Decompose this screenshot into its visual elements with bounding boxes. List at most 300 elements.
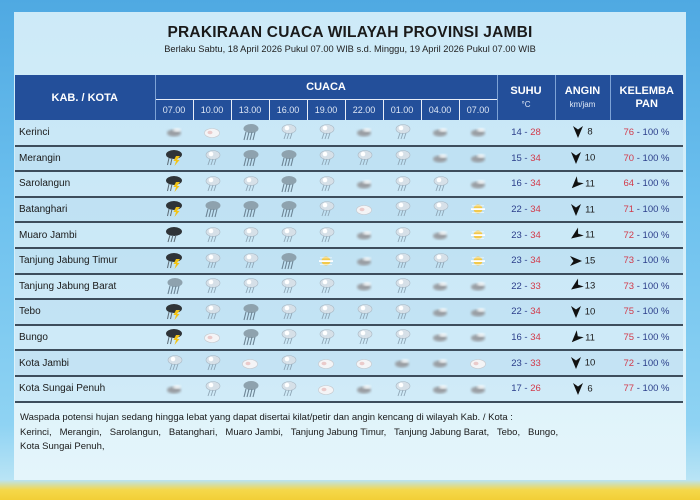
- wind-direction-icon: [570, 152, 582, 164]
- weather-cell: [383, 146, 421, 172]
- temperature-range: 22 - 33: [497, 274, 555, 300]
- weather-cell: [193, 299, 231, 325]
- weather-cell: [421, 299, 459, 325]
- haze-icon: [353, 226, 375, 244]
- heavy-rain-icon: [201, 200, 223, 218]
- cloudy-icon: [201, 328, 223, 346]
- sun-haze-icon: [467, 252, 489, 270]
- weather-cell: [307, 197, 345, 223]
- light-rain-icon: [239, 252, 261, 270]
- region-name: Kerinci: [15, 120, 155, 146]
- light-rain-icon: [315, 175, 337, 193]
- wind-info: [555, 350, 610, 376]
- weather-cell: [269, 325, 307, 351]
- weather-cell: [421, 350, 459, 376]
- wind-direction-icon: [568, 329, 585, 346]
- wind-info: [555, 171, 610, 197]
- humidity-range: 75 - 100 %: [610, 299, 683, 325]
- wind-info: [555, 120, 610, 146]
- light-rain-icon: [429, 175, 451, 193]
- weather-cell: [155, 120, 193, 146]
- humidity-range: 77 - 100 %: [610, 376, 683, 402]
- sun-haze-icon: [467, 200, 489, 218]
- weather-cell: [269, 299, 307, 325]
- humidity-min: 72: [623, 357, 635, 369]
- weather-cell: [421, 274, 459, 300]
- humidity-max: 100 %: [642, 280, 670, 292]
- weather-cell: [231, 376, 269, 402]
- temp-min: 22: [511, 204, 522, 216]
- heavy-rain-icon: [277, 252, 299, 270]
- light-rain-icon: [277, 354, 299, 372]
- weather-cell: [307, 171, 345, 197]
- humidity-range: 71 - 100 %: [610, 197, 683, 223]
- weather-cell: [345, 120, 383, 146]
- time-slot-header: 22.00: [345, 99, 383, 120]
- humidity-min: 73: [623, 280, 635, 292]
- weather-cell: [269, 274, 307, 300]
- weather-cell: [459, 274, 497, 300]
- time-slot-header: 04.00: [421, 99, 459, 120]
- weather-cell: [155, 376, 193, 402]
- weather-cell: [269, 222, 307, 248]
- weather-cell: [193, 325, 231, 351]
- warning-text: Waspada potensi hujan sedang hingga lebat yang dapat disertai kilat/petir dan angin kencang di wilayah Kab. / Kota :: [20, 412, 513, 423]
- light-rain-icon: [353, 303, 375, 321]
- wind-direction-icon: [570, 306, 582, 318]
- forecast-rows: [15, 120, 683, 402]
- heavy-rain-icon: [277, 200, 299, 218]
- temperature-range: 16 - 34: [497, 325, 555, 351]
- weather-cell: [155, 146, 193, 172]
- haze-icon: [353, 123, 375, 141]
- weather-cell: [459, 248, 497, 274]
- weather-cell: [193, 376, 231, 402]
- weather-cell: [155, 350, 193, 376]
- light-rain-icon: [277, 226, 299, 244]
- light-rain-icon: [239, 277, 261, 295]
- time-slot-header: 19.00: [307, 99, 345, 120]
- light-rain-icon: [391, 380, 413, 398]
- weather-cell: [155, 248, 193, 274]
- wind-info: [555, 197, 610, 223]
- light-rain-icon: [391, 175, 413, 193]
- weather-cell: [231, 299, 269, 325]
- cloudy-icon: [353, 354, 375, 372]
- weather-cell: [231, 120, 269, 146]
- humidity-range: 75 - 100 %: [610, 325, 683, 351]
- wind-info: [555, 299, 610, 325]
- temperature-range: 17 - 26: [497, 376, 555, 402]
- thunderstorm-icon: [163, 149, 185, 167]
- region-name: Sarolangun: [15, 171, 155, 197]
- light-rain-icon: [277, 123, 299, 141]
- weather-cell: [383, 376, 421, 402]
- light-rain-icon: [201, 149, 223, 167]
- humidity-max: 100 %: [642, 152, 670, 164]
- weather-cell: [269, 350, 307, 376]
- region-name: Tebo: [15, 299, 155, 325]
- wind-speed: 10: [584, 152, 596, 164]
- temperature-range: 23 - 34: [497, 248, 555, 274]
- light-rain-icon: [315, 277, 337, 295]
- col-header-humidity: KELEMBA PAN: [610, 75, 683, 120]
- humidity-min: 75: [623, 332, 635, 344]
- weather-cell: [345, 146, 383, 172]
- wind-speed: 10: [584, 306, 596, 318]
- weather-cell: [345, 222, 383, 248]
- weather-cell: [345, 350, 383, 376]
- weather-cell: [155, 197, 193, 223]
- region-name: Kota Jambi: [15, 350, 155, 376]
- weather-cell: [231, 146, 269, 172]
- wind-speed: 10: [584, 357, 596, 369]
- weather-cell: [155, 171, 193, 197]
- haze-icon: [467, 380, 489, 398]
- heavy-rain-icon: [239, 328, 261, 346]
- humidity-max: 100 %: [642, 357, 670, 369]
- weather-cell: [269, 146, 307, 172]
- light-rain-icon: [163, 354, 185, 372]
- haze-icon: [467, 277, 489, 295]
- weather-cell: [231, 171, 269, 197]
- weather-cell: [459, 299, 497, 325]
- haze-icon: [429, 149, 451, 167]
- thunderstorm-icon: [163, 252, 185, 270]
- weather-cell: [269, 171, 307, 197]
- weather-cell: [193, 171, 231, 197]
- temperature-range: 23 - 33: [497, 350, 555, 376]
- wind-direction-icon: [570, 204, 582, 216]
- weather-cell: [421, 120, 459, 146]
- heavy-rain-icon: [239, 123, 261, 141]
- time-slot-header: 01.00: [383, 99, 421, 120]
- light-rain-icon: [315, 200, 337, 218]
- heavy-rain-icon: [163, 277, 185, 295]
- temperature-range: 22 - 34: [497, 299, 555, 325]
- region-name: Kota Sungai Penuh: [15, 376, 155, 402]
- forecast-table: [15, 75, 683, 403]
- humidity-max: 100 %: [642, 178, 670, 190]
- humidity-max: 100 %: [642, 229, 670, 241]
- region-name: Batanghari: [15, 197, 155, 223]
- weather-cell: [231, 325, 269, 351]
- light-rain-icon: [201, 380, 223, 398]
- temp-min: 14: [511, 126, 522, 138]
- weather-cell: [459, 325, 497, 351]
- haze-icon: [467, 123, 489, 141]
- light-rain-icon: [277, 380, 299, 398]
- table-row: [15, 350, 683, 376]
- light-rain-icon: [277, 303, 299, 321]
- temp-max: 26: [530, 383, 541, 395]
- haze-icon: [353, 252, 375, 270]
- light-rain-icon: [201, 226, 223, 244]
- weather-cell: [421, 197, 459, 223]
- time-slot-header: 16.00: [269, 99, 307, 120]
- weather-cell: [193, 120, 231, 146]
- time-slot-header: 07.00: [155, 99, 193, 120]
- light-rain-icon: [277, 328, 299, 346]
- wind-direction-icon: [570, 357, 582, 369]
- temp-min: 23: [511, 229, 522, 241]
- wind-speed: 11: [585, 332, 595, 344]
- weather-cell: [459, 222, 497, 248]
- cloudy-icon: [353, 200, 375, 218]
- humidity-max: 100 %: [642, 332, 670, 344]
- weather-cell: [421, 248, 459, 274]
- haze-icon: [429, 354, 451, 372]
- light-rain-icon: [277, 277, 299, 295]
- light-rain-icon: [239, 175, 261, 193]
- wind-speed: 8: [587, 126, 593, 138]
- haze-icon: [353, 380, 375, 398]
- haze-icon: [353, 175, 375, 193]
- wind-info: [555, 376, 610, 402]
- haze-icon: [429, 123, 451, 141]
- thunderstorm-icon: [163, 303, 185, 321]
- humidity-min: 77: [623, 383, 635, 395]
- weather-cell: [421, 222, 459, 248]
- haze-icon: [467, 175, 489, 193]
- weather-cell: [193, 146, 231, 172]
- temp-max: 28: [530, 126, 541, 138]
- haze-icon: [353, 277, 375, 295]
- humidity-min: 71: [623, 204, 635, 216]
- wind-info: [555, 274, 610, 300]
- haze-icon: [163, 380, 185, 398]
- temp-min: 16: [511, 178, 522, 190]
- heavy-rain-icon: [239, 380, 261, 398]
- weather-cell: [193, 248, 231, 274]
- heavy-rain-icon: [239, 149, 261, 167]
- cloudy-icon: [315, 380, 337, 398]
- humidity-min: 73: [623, 255, 635, 267]
- temperature-range: 23 - 34: [497, 222, 555, 248]
- weather-cell: [345, 325, 383, 351]
- light-rain-icon: [391, 328, 413, 346]
- light-rain-icon: [315, 123, 337, 141]
- weather-cell: [383, 248, 421, 274]
- page-title: PRAKIRAAN CUACA WILAYAH PROVINSI JAMBI: [167, 24, 533, 41]
- weather-cell: [383, 120, 421, 146]
- weather-cell: [307, 120, 345, 146]
- temperature-unit: °C: [521, 99, 531, 109]
- light-rain-icon: [391, 277, 413, 295]
- haze-icon: [429, 226, 451, 244]
- thunderstorm-icon: [163, 175, 185, 193]
- col-header-region: KAB. / KOTA: [15, 75, 155, 120]
- region-name: Tanjung Jabung Timur: [15, 248, 155, 274]
- weather-cell: [345, 274, 383, 300]
- haze-icon: [467, 149, 489, 167]
- light-rain-icon: [391, 123, 413, 141]
- weather-cell: [307, 350, 345, 376]
- time-slot-header: 07.00: [459, 99, 497, 120]
- sun-haze-icon: [467, 226, 489, 244]
- weather-cell: [345, 376, 383, 402]
- temp-max: 34: [530, 332, 541, 344]
- thunderstorm-icon: [163, 200, 185, 218]
- weather-cell: [383, 325, 421, 351]
- cloudy-icon: [239, 354, 261, 372]
- humidity-max: 100 %: [642, 126, 670, 138]
- weather-cell: [307, 299, 345, 325]
- weather-cell: [231, 197, 269, 223]
- wind-info: [555, 222, 610, 248]
- table-row: [15, 197, 683, 223]
- weather-cell: [421, 146, 459, 172]
- weather-cell: [383, 274, 421, 300]
- temp-min: 15: [511, 152, 522, 164]
- haze-icon: [163, 123, 185, 141]
- weather-warning: [20, 411, 680, 455]
- cloudy-icon: [467, 354, 489, 372]
- light-rain-icon: [391, 200, 413, 218]
- weather-cell: [231, 248, 269, 274]
- thunderstorm-icon: [163, 328, 185, 346]
- weather-cell: [307, 376, 345, 402]
- haze-icon: [467, 328, 489, 346]
- weather-cell: [459, 120, 497, 146]
- light-rain-icon: [391, 226, 413, 244]
- light-rain-icon: [201, 252, 223, 270]
- temp-min: 22: [511, 306, 522, 318]
- temperature-range: 22 - 34: [497, 197, 555, 223]
- temp-max: 34: [530, 204, 541, 216]
- light-rain-icon: [315, 328, 337, 346]
- table-row: [15, 146, 683, 172]
- haze-icon: [429, 380, 451, 398]
- temp-max: 34: [530, 152, 541, 164]
- temp-max: 34: [530, 229, 541, 241]
- temp-min: 17: [511, 383, 522, 395]
- table-row: [15, 274, 683, 300]
- weather-cell: [459, 350, 497, 376]
- weather-cell: [421, 376, 459, 402]
- weather-cell: [459, 146, 497, 172]
- wind-info: [555, 325, 610, 351]
- weather-cell: [155, 299, 193, 325]
- weather-cell: [231, 222, 269, 248]
- table-row: [15, 171, 683, 197]
- validity-subtitle: Berlaku Sabtu, 18 April 2026 Pukul 07.00 WIB s.d. Minggu, 19 April 2026 Pukul 07.00 WIB: [164, 44, 536, 54]
- warning-regions: Kerinci, Merangin, Sarolangun, Batanghari, Muaro Jambi, Tanjung Jabung Timur, Tanjung Jabung Barat, Tebo, Bungo,: [20, 426, 559, 438]
- wind-direction-icon: [568, 175, 585, 192]
- humidity-max: 100 %: [642, 306, 670, 318]
- light-rain-icon: [201, 303, 223, 321]
- light-rain-icon: [353, 149, 375, 167]
- sun-haze-icon: [315, 252, 337, 270]
- weather-cell: [345, 248, 383, 274]
- weather-cell: [307, 248, 345, 274]
- weather-cell: [307, 146, 345, 172]
- weather-cell: [383, 197, 421, 223]
- table-row: [15, 299, 683, 325]
- light-rain-icon: [429, 200, 451, 218]
- haze-icon: [391, 354, 413, 372]
- temp-min: 23: [511, 255, 522, 267]
- weather-cell: [345, 299, 383, 325]
- table-row: [15, 120, 683, 146]
- heavy-rain-icon: [277, 175, 299, 193]
- weather-cell: [383, 222, 421, 248]
- weather-cell: [421, 171, 459, 197]
- wind-direction-icon: [572, 383, 584, 395]
- haze-icon: [429, 303, 451, 321]
- humidity-min: 75: [623, 306, 635, 318]
- weather-cell: [269, 376, 307, 402]
- light-rain-icon: [201, 354, 223, 372]
- light-rain-icon: [315, 149, 337, 167]
- light-rain-icon: [391, 149, 413, 167]
- wind-info: [555, 146, 610, 172]
- weather-cell: [193, 222, 231, 248]
- table-row: [15, 222, 683, 248]
- wind-direction-icon: [568, 227, 585, 244]
- weather-cell: [231, 274, 269, 300]
- col-header-wind: ANGIN km/jam: [555, 75, 610, 120]
- col-header-weather: CUACA: [155, 75, 497, 99]
- region-name: Bungo: [15, 325, 155, 351]
- weather-cell: [307, 274, 345, 300]
- humidity-min: 72: [623, 229, 635, 241]
- humidity-range: 72 - 100 %: [610, 222, 683, 248]
- wind-speed: 11: [585, 178, 595, 190]
- light-rain-icon: [201, 175, 223, 193]
- light-rain-icon: [429, 252, 451, 270]
- weather-cell: [345, 171, 383, 197]
- light-rain-icon: [315, 226, 337, 244]
- wind-direction-icon: [572, 126, 584, 138]
- time-slot-header: 10.00: [193, 99, 231, 120]
- wind-speed: 11: [585, 204, 595, 216]
- weather-cell: [459, 376, 497, 402]
- humidity-range: 72 - 100 %: [610, 350, 683, 376]
- temperature-range: 15 - 34: [497, 146, 555, 172]
- haze-icon: [467, 303, 489, 321]
- wind-speed: 15: [584, 255, 596, 267]
- weather-cell: [383, 171, 421, 197]
- humidity-max: 100 %: [642, 383, 670, 395]
- weather-cell: [269, 248, 307, 274]
- humidity-range: 76 - 100 %: [610, 120, 683, 146]
- time-slot-header: 13.00: [231, 99, 269, 120]
- weather-cell: [269, 197, 307, 223]
- weather-cell: [383, 350, 421, 376]
- wind-direction-icon: [570, 255, 582, 267]
- humidity-min: 76: [623, 126, 635, 138]
- region-name: Muaro Jambi: [15, 222, 155, 248]
- region-name: Merangin: [15, 146, 155, 172]
- haze-icon: [429, 277, 451, 295]
- temp-min: 22: [511, 280, 522, 292]
- temperature-range: 14 - 28: [497, 120, 555, 146]
- weather-cell: [155, 222, 193, 248]
- humidity-range: 64 - 100 %: [610, 171, 683, 197]
- weather-cell: [155, 274, 193, 300]
- temp-max: 33: [530, 357, 541, 369]
- temp-min: 16: [511, 332, 522, 344]
- humidity-max: 100 %: [642, 255, 670, 267]
- weather-cell: [193, 197, 231, 223]
- light-rain-icon: [391, 303, 413, 321]
- humidity-range: 73 - 100 %: [610, 248, 683, 274]
- temp-min: 23: [511, 357, 522, 369]
- temp-max: 34: [530, 178, 541, 190]
- heavy-rain-icon: [239, 303, 261, 321]
- weather-cell: [459, 197, 497, 223]
